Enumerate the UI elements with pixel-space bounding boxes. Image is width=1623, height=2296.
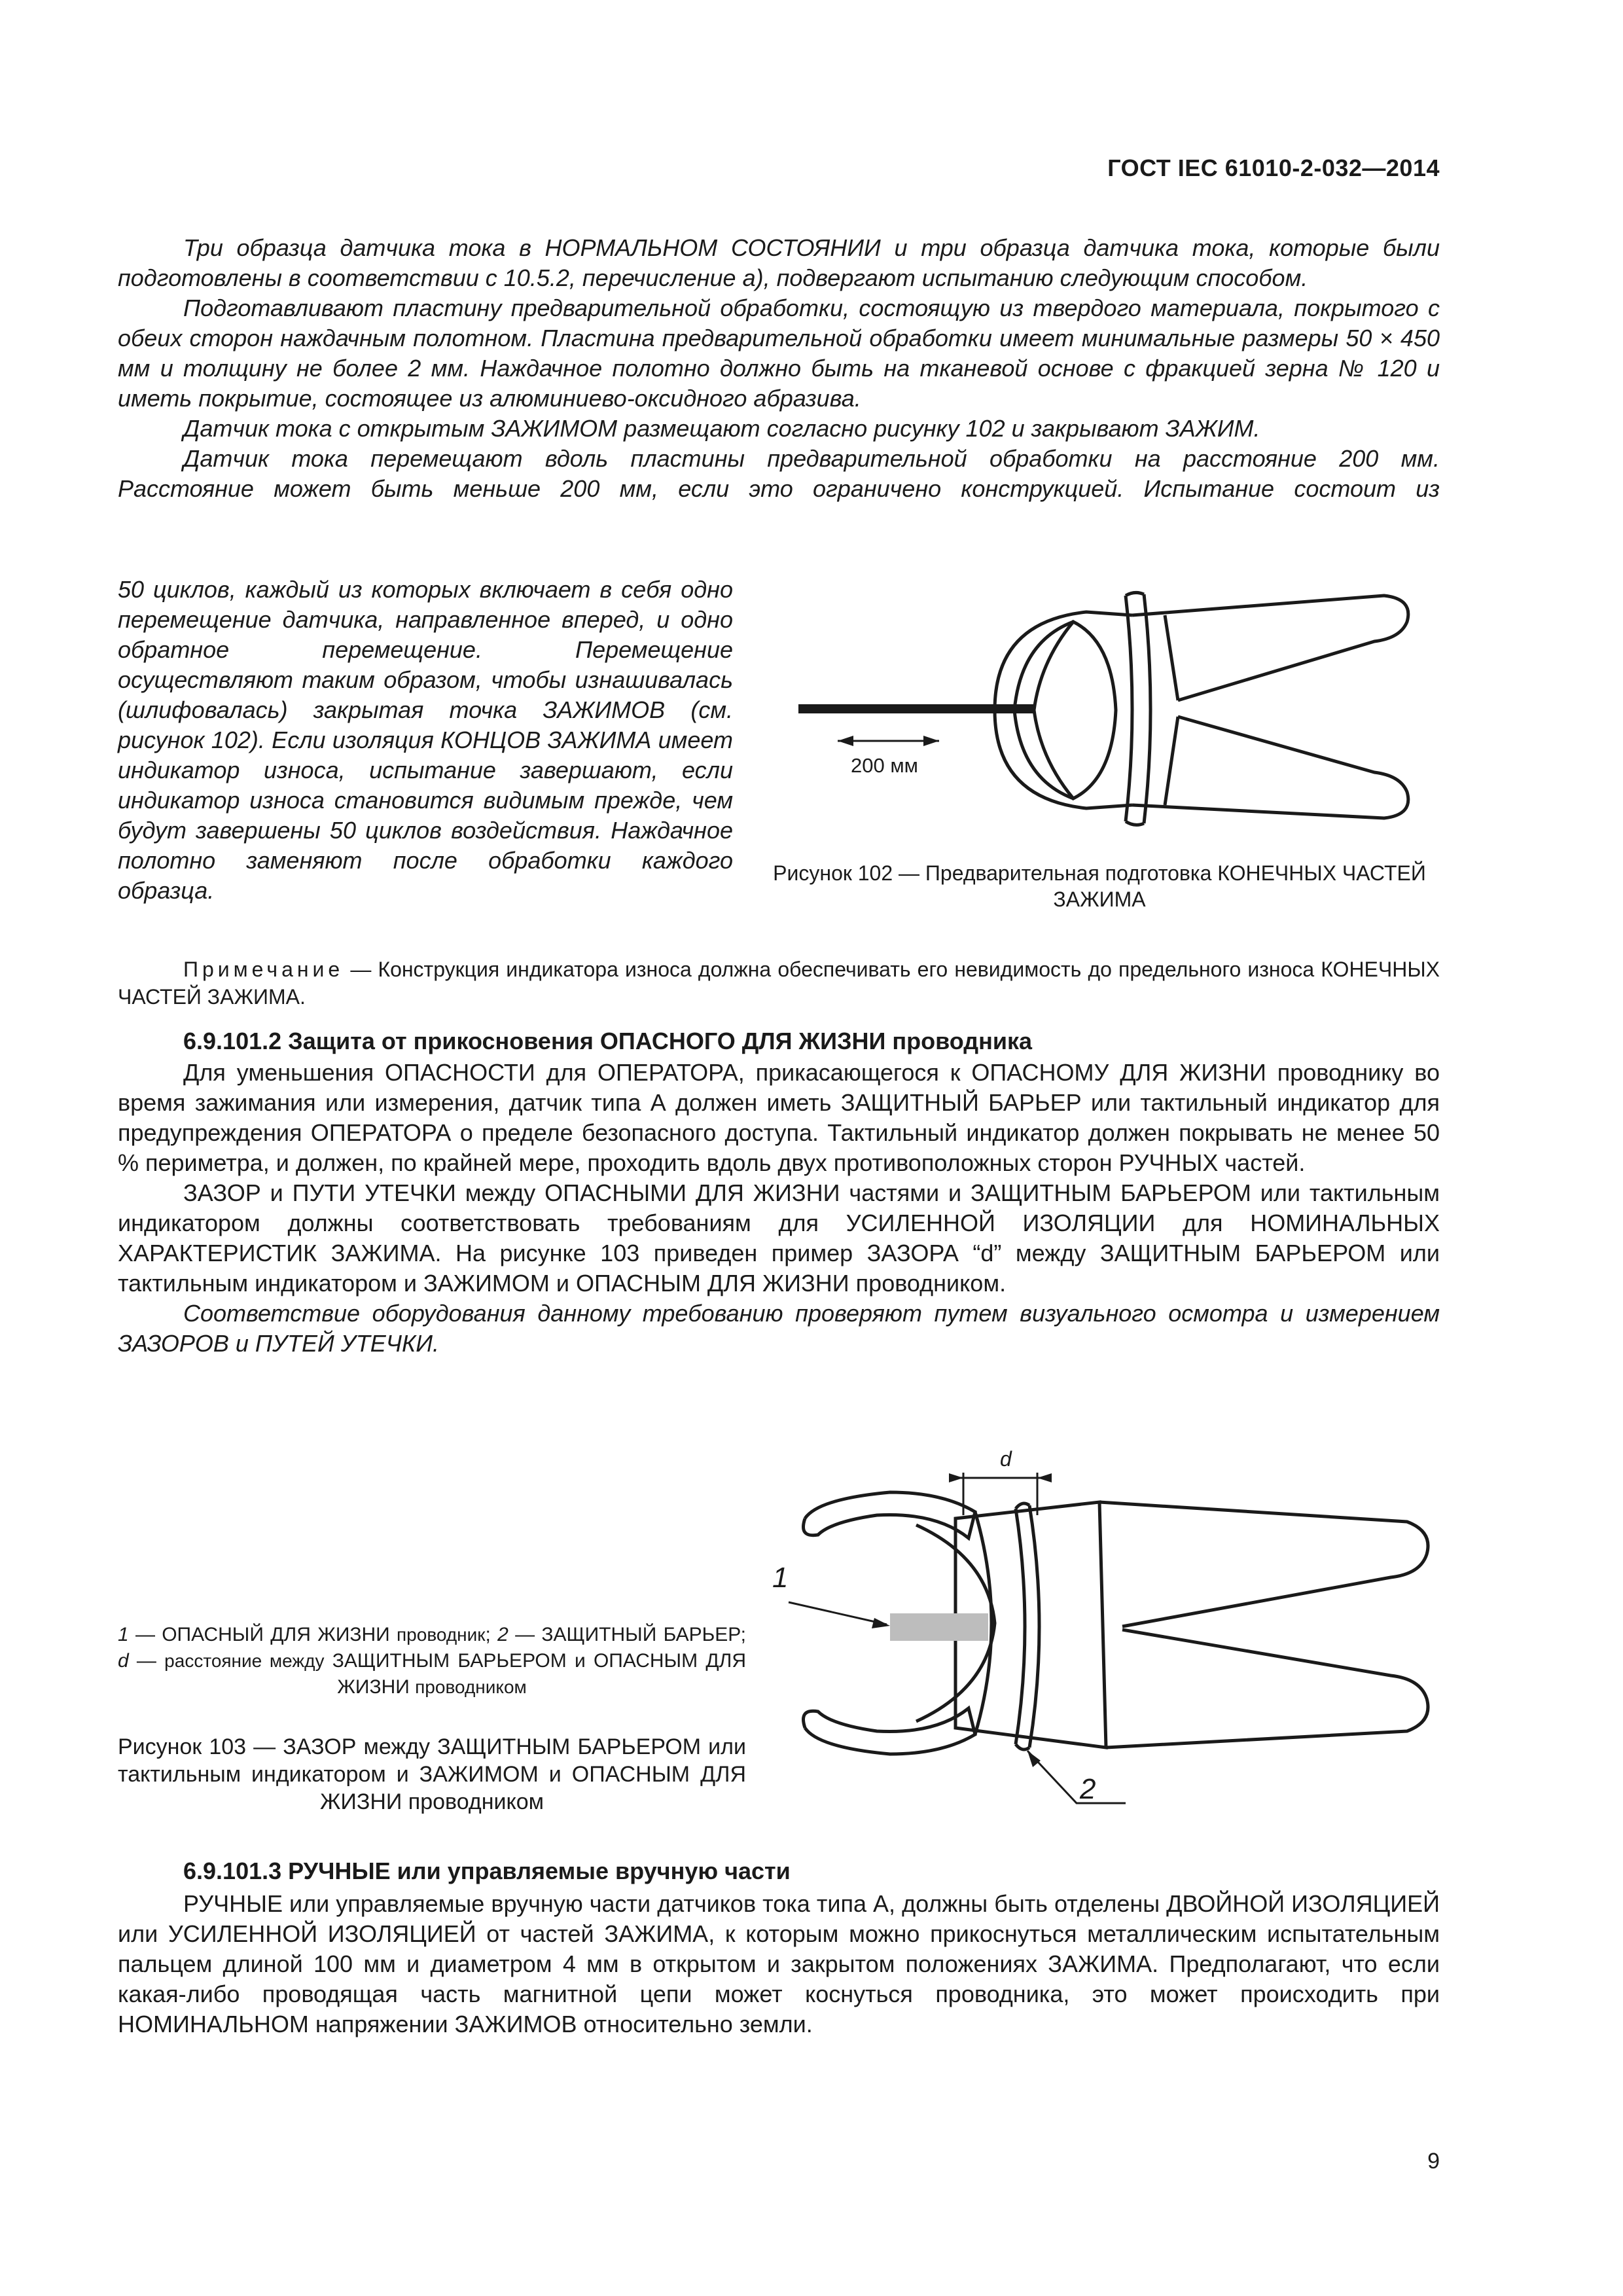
section-6-9-101-2-paragraph-2: ЗАЗОР и ПУТИ УТЕЧКИ между ОПАСНЫМИ ДЛЯ ЖИЗНИ частями и ЗАЩИТНЫМ БАРЬЕРОМ или тактильным индикатором должны соответствовать требованиям для УСИЛЕННОЙ ИЗОЛЯЦИИ для НОМИНАЛЬНЫХ ХАРАКТЕРИСТИК ЗАЖИМА. На рисунке 103 приведен пример ЗАЗОРА “d” между ЗАЩИТНЫМ БАРЬЕРОМ или тактильным индикатором и ЗАЖИМОМ и ОПАСНЫМ ДЛЯ ЖИЗНИ проводником. [118, 1179, 1440, 1297]
clamp-upper-handle [1132, 596, 1408, 700]
note-text: — Конструкция индикатора износа должна обеспечивать его невидимость до предельного износа КОНЕЧНЫХ ЧАСТЕЙ ЗАЖИМА. [118, 958, 1440, 1009]
intro-block [118, 233, 1440, 504]
clamp-lower-jaw [804, 1708, 976, 1754]
hazardous-live-conductor [890, 1613, 988, 1641]
legend-separator: ; [485, 1624, 498, 1645]
label-d: d [1000, 1447, 1012, 1471]
section-6-9-101-3-paragraph-1: РУЧНЫЕ или управляемые вручную части датчиков тока типа А, должны быть отделены ДВОЙНОЙ ИЗОЛЯЦИЕЙ или УСИЛЕННОЙ ИЗОЛЯЦИЕЙ от частей ЗАЖИМА, к которым можно прикоснуться металлическим испытательным пальцем длиной 100 мм и диаметром 4 мм в открытом и закрытом положениях ЗАЖИМА. Предполагают, что если какая-либо проводящая часть магнитной цепи может коснуться проводника, это может происходить при НОМИНАЛЬНОМ напряжении ЗАЖИМОВ относительно земли. [118, 1890, 1440, 2037]
label-1: 1 [772, 1562, 789, 1594]
legend-text-3c: ЗАЩИТНЫМ БАРЬЕРОМ и ОПАСНЫМ ДЛЯ ЖИЗНИ [324, 1650, 747, 1698]
clamp-upper-jaw [804, 1492, 976, 1538]
legend-number-1: 1 [118, 1624, 129, 1645]
protective-barrier-ring [1016, 1505, 1039, 1748]
section-6-9-101-3-title: 6.9.101.3 РУЧНЫЕ или управляемые вручную части [183, 1857, 791, 1884]
legend-text-3d: проводником [415, 1677, 527, 1697]
legend-symbol-d: d [118, 1650, 129, 1672]
legend-text-3b: расстояние между [164, 1651, 325, 1671]
note-block [118, 956, 1440, 1011]
legend-text-2: — ЗАЩИТНЫЙ БАРЬЕР; [508, 1624, 746, 1645]
intro-paragraph-1: Три образца датчика тока в НОРМАЛЬНОМ СОСТОЯНИИ и три образца датчика тока, которые были подготовлены в соответствии с 10.5.2, перечисление а), подвергают испытанию следующим способом. [118, 234, 1440, 291]
legend-text-1: — ОПАСНЫЙ ДЛЯ ЖИЗНИ [128, 1624, 397, 1645]
figure-103-drawing [759, 1440, 1453, 1833]
intro-paragraph-4c: 50 циклов, каждый из которых включает в себя одно перемещение датчика, направленное вперед, и одно обратное перемещение. Перемещение осуществляют таким образом, чтобы изнашивалась (шлифовалась) закрытая точка ЗАЖИМОВ (см. рисунок 102). Если изоляция КОНЦОВ ЗАЖИМА имеет индикатор износа, испытание завершают, если индикатор износа становится видимым прежде, чем будут завершены 50 циклов воздействия. Наждачное полотно заменяют после обработки каждого образца. [118, 576, 733, 904]
intro-paragraph-2: Подготавливают пластину предварительной обработки, состоящую из твердого материала, покрытого с обеих сторон наждачным полотном. Пластина предварительной обработки имеет минимальные размеры 50 × 450 мм и толщину не более 2 мм. Наждачное полотно должно быть на тканевой основе с фракцией зерна № 120 и иметь покрытие, состоящее из алюминиево-оксидного абразива. [118, 295, 1440, 412]
legend-text-3: — [128, 1650, 165, 1672]
dimension-label-200mm: 200 мм [851, 754, 918, 777]
legend-text-1b: проводник [397, 1624, 486, 1645]
clamp-upper-handle [1099, 1502, 1428, 1626]
legend-number-2: 2 [497, 1624, 508, 1645]
figure-102-caption: Рисунок 102 — Предварительная подготовка КОНЕЧНЫХ ЧАСТЕЙ ЗАЖИМА [773, 861, 1426, 911]
dimension-arrow-200mm [838, 736, 939, 746]
note-paragraph [118, 956, 1440, 1011]
clamp-jaw-tips [1034, 622, 1116, 798]
section-6-9-101-2-body [118, 1058, 1440, 1359]
clamp-lower-handle [1106, 1630, 1428, 1748]
clamp-lower-handle [1132, 717, 1408, 818]
intro-left-column [118, 575, 733, 906]
figure-103-legend [118, 1622, 746, 1700]
intro-paragraph-4b: Расстояние может быть меньше 200 мм, если это ограничено конструкцией. Испытание состоит из [118, 475, 1440, 502]
figure-102-drawing [785, 576, 1440, 825]
section-6-9-101-2-paragraph-1: Для уменьшения ОПАСНОСТИ для ОПЕРАТОРА, прикасающегося к ОПАСНОМУ ДЛЯ ЖИЗНИ проводнику во время зажимания или измерения, датчик типа А должен иметь ЗАЩИТНЫЙ БАРЬЕР или тактильный индикатор для предупреждения ОПЕРАТОРА о пределе безопасного доступа. Тактильный индикатор должен покрывать не менее 50 % периметра, и должен, по крайней мере, проходить вдоль двух противоположных сторон РУЧНЫХ частей. [118, 1059, 1440, 1176]
label-2: 2 [1080, 1773, 1096, 1805]
section-6-9-101-3-body [118, 1889, 1440, 2039]
document-header: ГОСТ IEC 61010-2-032—2014 [1107, 154, 1440, 181]
intro-paragraph-4a: Датчик тока перемещают вдоль пластины предварительной обработки на расстояние 200 мм. [183, 445, 1440, 472]
leader-line-1 [789, 1602, 887, 1624]
dimension-arrow-d [949, 1473, 1052, 1482]
note-prefix: Примечание [183, 958, 344, 981]
protective-barrier-ring [1126, 594, 1150, 823]
figure-103-caption: Рисунок 103 — ЗАЗОР между ЗАЩИТНЫМ БАРЬЕРОМ или тактильным индикатором и ЗАЖИМОМ и ОПАСНЫМ ДЛЯ ЖИЗНИ проводником [118, 1734, 746, 1814]
intro-paragraph-3: Датчик тока с открытым ЗАЖИМОМ размещают согласно рисунку 102 и закрывают ЗАЖИМ. [183, 415, 1260, 442]
page-number: 9 [1427, 2149, 1440, 2174]
section-6-9-101-2-paragraph-3: Соответствие оборудования данному требованию проверяют путем визуального осмотра и измерением ЗАЗОРОВ и ПУТЕЙ УТЕЧКИ. [118, 1300, 1440, 1357]
leader-line-2 [1027, 1751, 1126, 1803]
section-6-9-101-2-title: 6.9.101.2 Защита от прикосновения ОПАСНОГО ДЛЯ ЖИЗНИ проводника [183, 1028, 1033, 1054]
